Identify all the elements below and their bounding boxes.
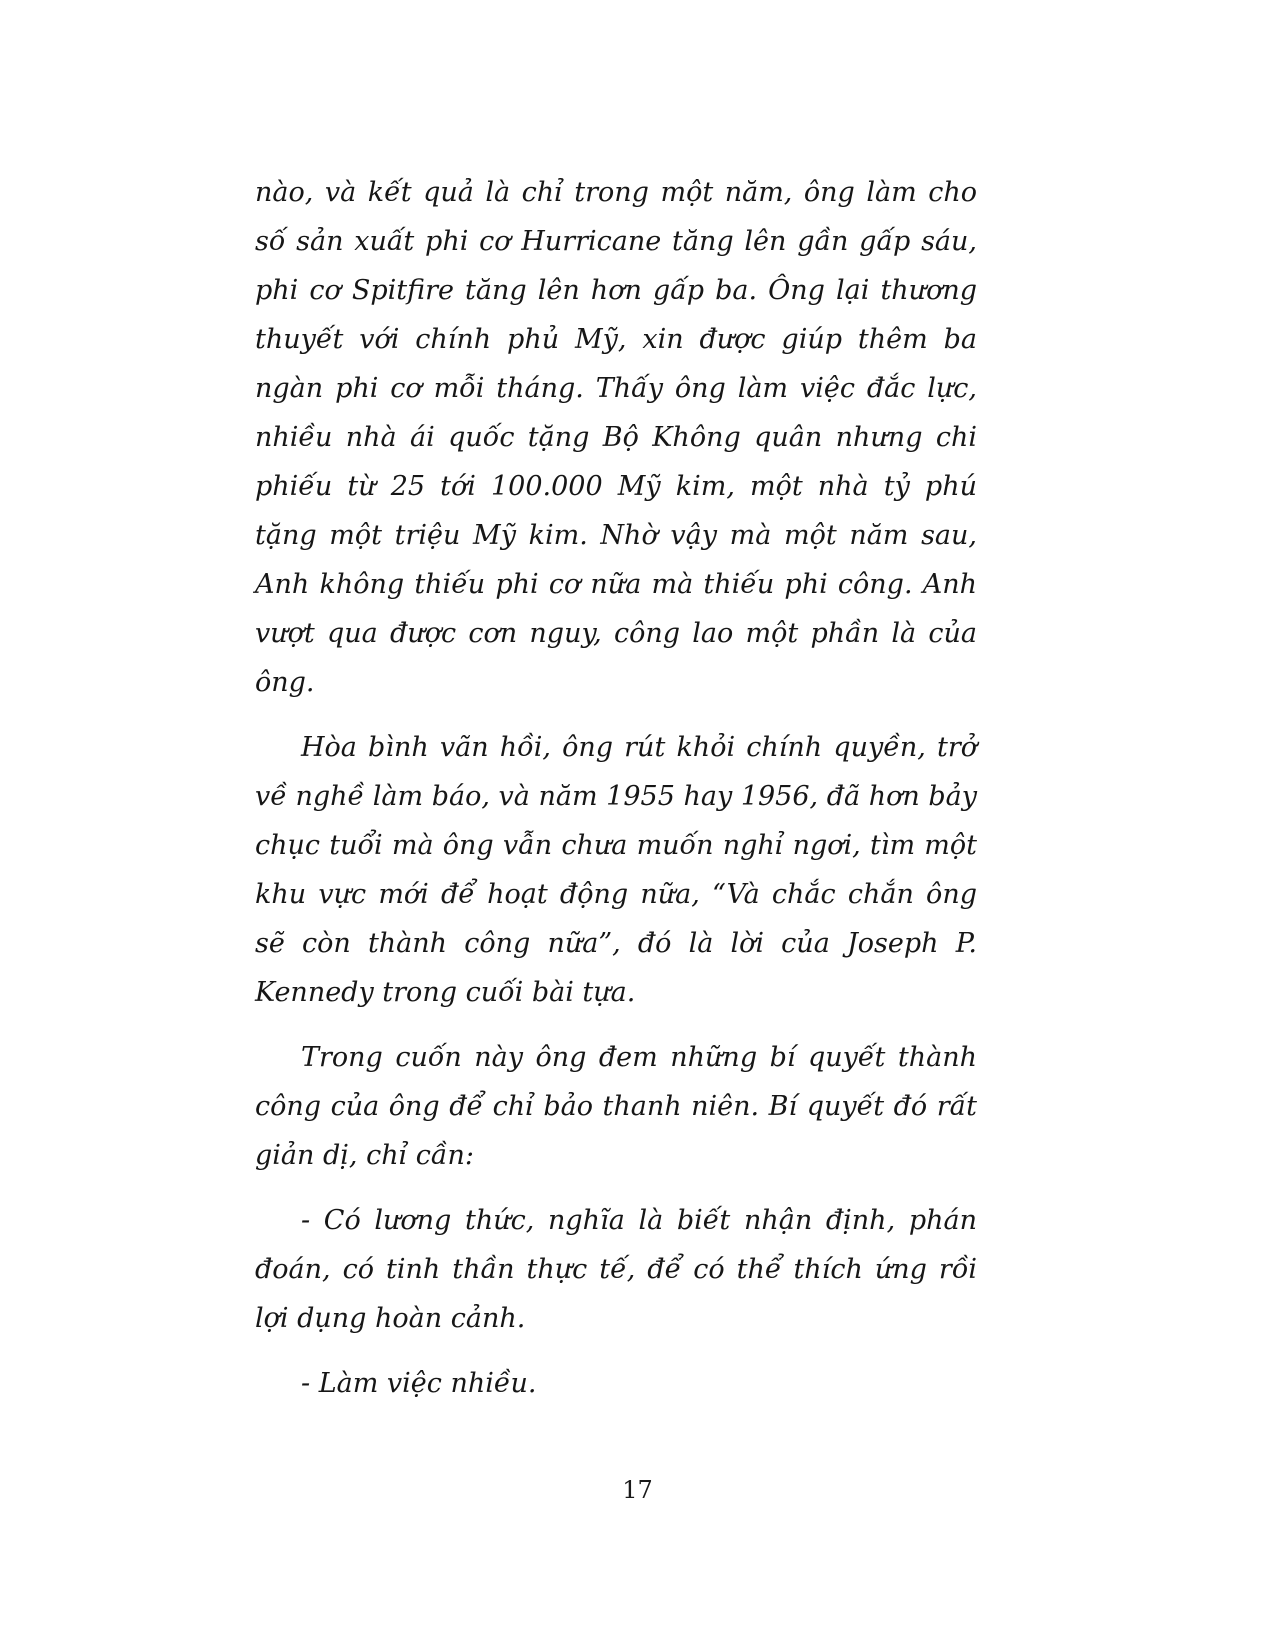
paragraph: Hòa bình vãn hồi, ông rút khỏi chính quyền, trở về nghề làm báo, và năm 1955 hay 1956, đã hơn bảy chục tuổi mà ông vẫn chưa muốn nghỉ ngơi, tìm một khu vực mới để hoạt động nữa, “Và chắc chắn ông sẽ còn thành công nữa”, đó là lời của Joseph P. Kennedy trong cuối bài tựa. <box>255 732 977 1008</box>
paragraph-continuation: nào, và kết quả là chỉ trong một năm, ông làm cho số sản xuất phi cơ Hurricane tăng lên gần gấp sáu, phi cơ Spitfire tăng lên hơn gấp ba. Ông lại thương thuyết với chính phủ Mỹ, xin được giúp thêm ba ngàn phi cơ mỗi tháng. Thấy ông làm việc đắc lực, nhiều nhà ái quốc tặng Bộ Không quân nhưng chi phiếu từ 25 tới 100.000 Mỹ kim, một nhà tỷ phú tặng một triệu Mỹ kim. Nhờ vậy mà một năm sau, Anh không thiếu phi cơ nữa mà thiếu phi công. Anh vượt qua được cơn nguy, công lao một phần là của ông. <box>255 177 977 698</box>
page-number: 17 <box>622 1476 653 1504</box>
paragraph: - Có lương thức, nghĩa là biết nhận định, phán đoán, có tinh thần thực tế, để có thể thích ứng rồi lợi dụng hoàn cảnh. <box>255 1205 977 1334</box>
page-body-text <box>255 168 977 1424</box>
paragraph: - Làm việc nhiều. <box>301 1368 537 1399</box>
paragraph: Trong cuốn này ông đem những bí quyết thành công của ông để chỉ bảo thanh niên. Bí quyết đó rất giản dị, chỉ cần: <box>255 1042 977 1171</box>
